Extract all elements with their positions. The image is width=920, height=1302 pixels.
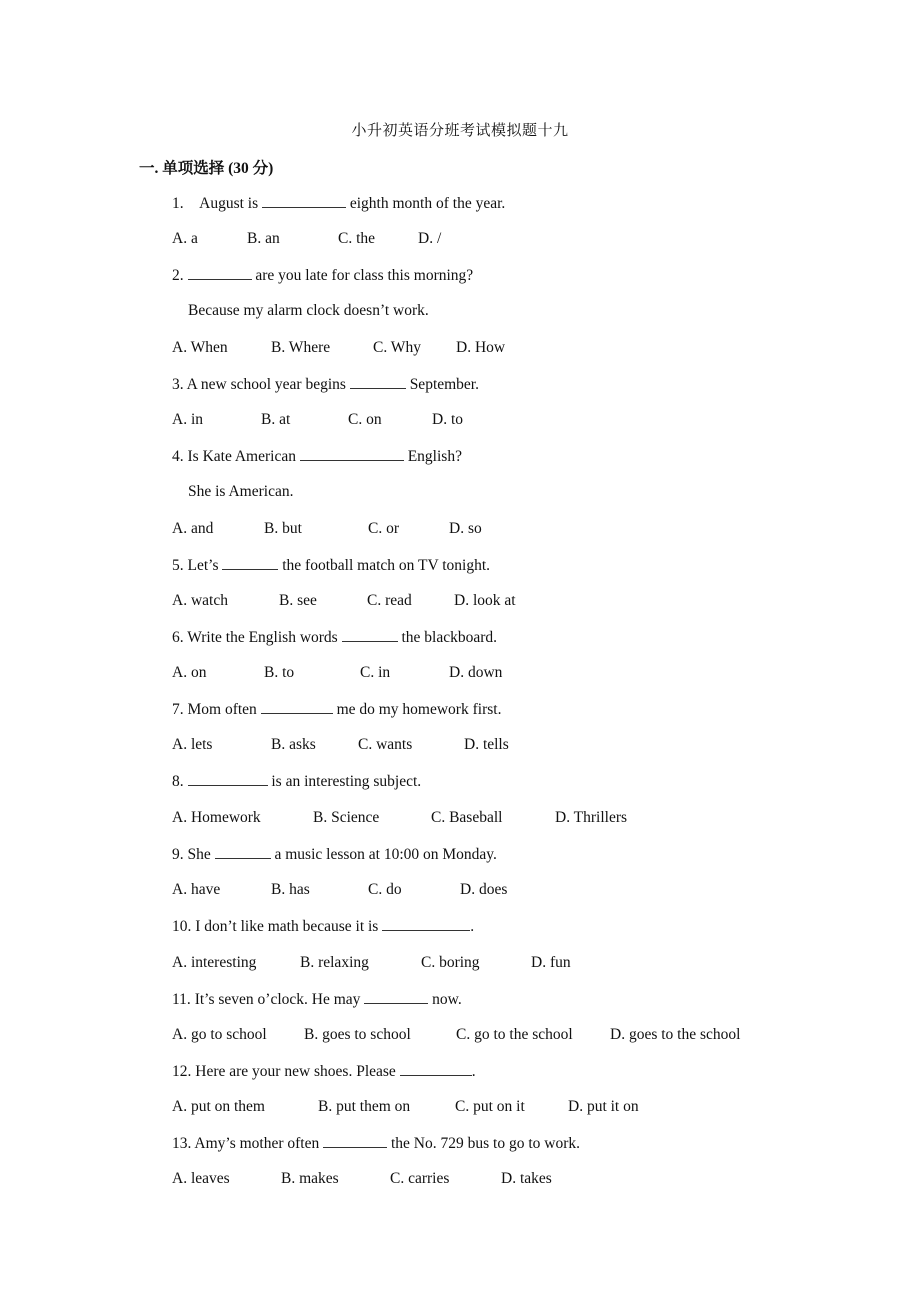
answer-blank [215,844,271,859]
option-d: D. Thrillers [555,809,628,826]
option-c: C. Why [373,339,421,356]
option-c: C. or [368,520,399,537]
answer-blank [188,265,252,280]
option-d: D. look at [454,592,516,609]
option-a: A. and [172,520,214,537]
option-c: C. in [360,664,391,681]
option-b: B. Where [271,339,331,356]
question-13 [172,1133,580,1154]
option-d: D. / [418,230,442,247]
option-b: B. to [264,664,295,681]
option-a: A. go to school [172,1026,267,1043]
answer-blank [323,1133,387,1148]
option-a: A. on [172,664,207,681]
option-a: A. lets [172,736,213,753]
option-c: C. read [367,592,412,609]
option-a: A. leaves [172,1170,230,1187]
answer-line: Because my alarm clock doesn’t work. [188,302,429,319]
option-d: D. so [449,520,482,537]
question-12 [172,1061,476,1082]
question-text-before: She [187,846,211,863]
question-6 [172,627,497,648]
question-text-after: me do my homework first. [336,701,502,718]
answer-blank [262,193,346,208]
option-c: C. do [368,881,402,898]
option-b: B. relaxing [300,954,369,971]
option-c: C. boring [421,954,480,971]
question-text-before: Amy’s mother often [194,1135,320,1152]
question-text-after: September. [409,376,479,393]
answer-blank [188,771,268,786]
answer-line: She is American. [188,483,294,500]
answer-blank [400,1061,472,1076]
question-text-before: A new school year begins [186,376,346,393]
question-text-before: Let’s [187,557,219,574]
question-text-after: . [470,918,475,935]
answer-blank [261,699,333,714]
option-a: A. have [172,881,221,898]
answer-blank [382,916,470,931]
option-d: D. does [460,881,508,898]
question-text-before: It’s seven o’clock. He may [194,991,361,1008]
question-number: 1. [172,195,184,212]
question-4 [172,446,462,467]
option-d: D. fun [531,954,571,971]
option-b: B. but [264,520,302,537]
answer-blank [364,989,428,1004]
answer-blank [222,555,278,570]
section-heading: 一. 单项选择 (30 分) [139,160,274,177]
option-d: D. put it on [568,1098,639,1115]
option-c: C. wants [358,736,413,753]
option-a: A. When [172,339,228,356]
question-text-after: now. [432,991,462,1008]
option-c: C. carries [390,1170,450,1187]
answer-blank [350,374,406,389]
option-a: A. put on them [172,1098,265,1115]
question-1 [172,193,505,214]
question-number: 6. [172,629,184,646]
question-number: 10. [172,918,192,935]
option-a: A. watch [172,592,228,609]
option-d: D. How [456,339,506,356]
question-number: 12. [172,1063,192,1080]
question-text-after: the No. 729 bus to go to work. [391,1135,581,1152]
option-c: C. Baseball [431,809,503,826]
question-text-before: Write the English words [187,629,338,646]
question-number: 4. [172,448,184,465]
option-b: B. has [271,881,310,898]
question-2 [172,265,473,286]
question-number: 2. [172,267,184,284]
question-number: 7. [172,701,184,718]
question-number: 13. [172,1135,192,1152]
option-b: B. makes [281,1170,339,1187]
question-number: 9. [172,846,184,863]
answer-blank [300,446,404,461]
question-text-before: I don’t like math because it is [195,918,379,935]
question-text-before: Mom often [187,701,257,718]
question-10 [172,916,474,937]
question-number: 3. [172,376,184,393]
question-text-after: . [471,1063,476,1080]
page-title: 小升初英语分班考试模拟题十九 [351,123,569,139]
question-number: 11. [172,991,191,1008]
question-text-after: a music lesson at 10:00 on Monday. [274,846,497,863]
option-d: D. down [449,664,503,681]
option-b: B. an [247,230,280,247]
question-text-after: are you late for class this morning? [255,267,474,284]
question-text-after: the football match on TV tonight. [282,557,491,574]
option-c: C. go to the school [456,1026,573,1043]
question-text-before: August is [199,195,259,212]
option-c: C. put on it [455,1098,525,1115]
option-b: B. goes to school [304,1026,411,1043]
option-b: B. see [279,592,317,609]
option-d: D. takes [501,1170,552,1187]
question-text-after: the blackboard. [401,629,498,646]
question-text-after: English? [407,448,462,465]
question-text-after: eighth month of the year. [349,195,506,212]
question-text-before: Here are your new shoes. Please [195,1063,396,1080]
option-a: A. Homework [172,809,261,826]
option-a: A. a [172,230,198,247]
option-b: B. at [261,411,291,428]
question-5 [172,555,490,576]
question-3 [172,374,479,395]
option-a: A. in [172,411,203,428]
question-8 [172,771,421,792]
question-number: 8. [172,773,184,790]
question-number: 5. [172,557,184,574]
option-b: B. asks [271,736,316,753]
option-a: A. interesting [172,954,257,971]
question-9 [172,844,497,865]
option-d: D. goes to the school [610,1026,741,1043]
question-text-after: is an interesting subject. [271,773,422,790]
option-c: C. on [348,411,382,428]
option-b: B. put them on [318,1098,411,1115]
answer-blank [342,627,398,642]
option-d: D. to [432,411,463,428]
option-b: B. Science [313,809,380,826]
question-text-before: Is Kate American [187,448,296,465]
question-11 [172,989,462,1010]
question-7 [172,699,501,720]
option-d: D. tells [464,736,509,753]
option-c: C. the [338,230,376,247]
